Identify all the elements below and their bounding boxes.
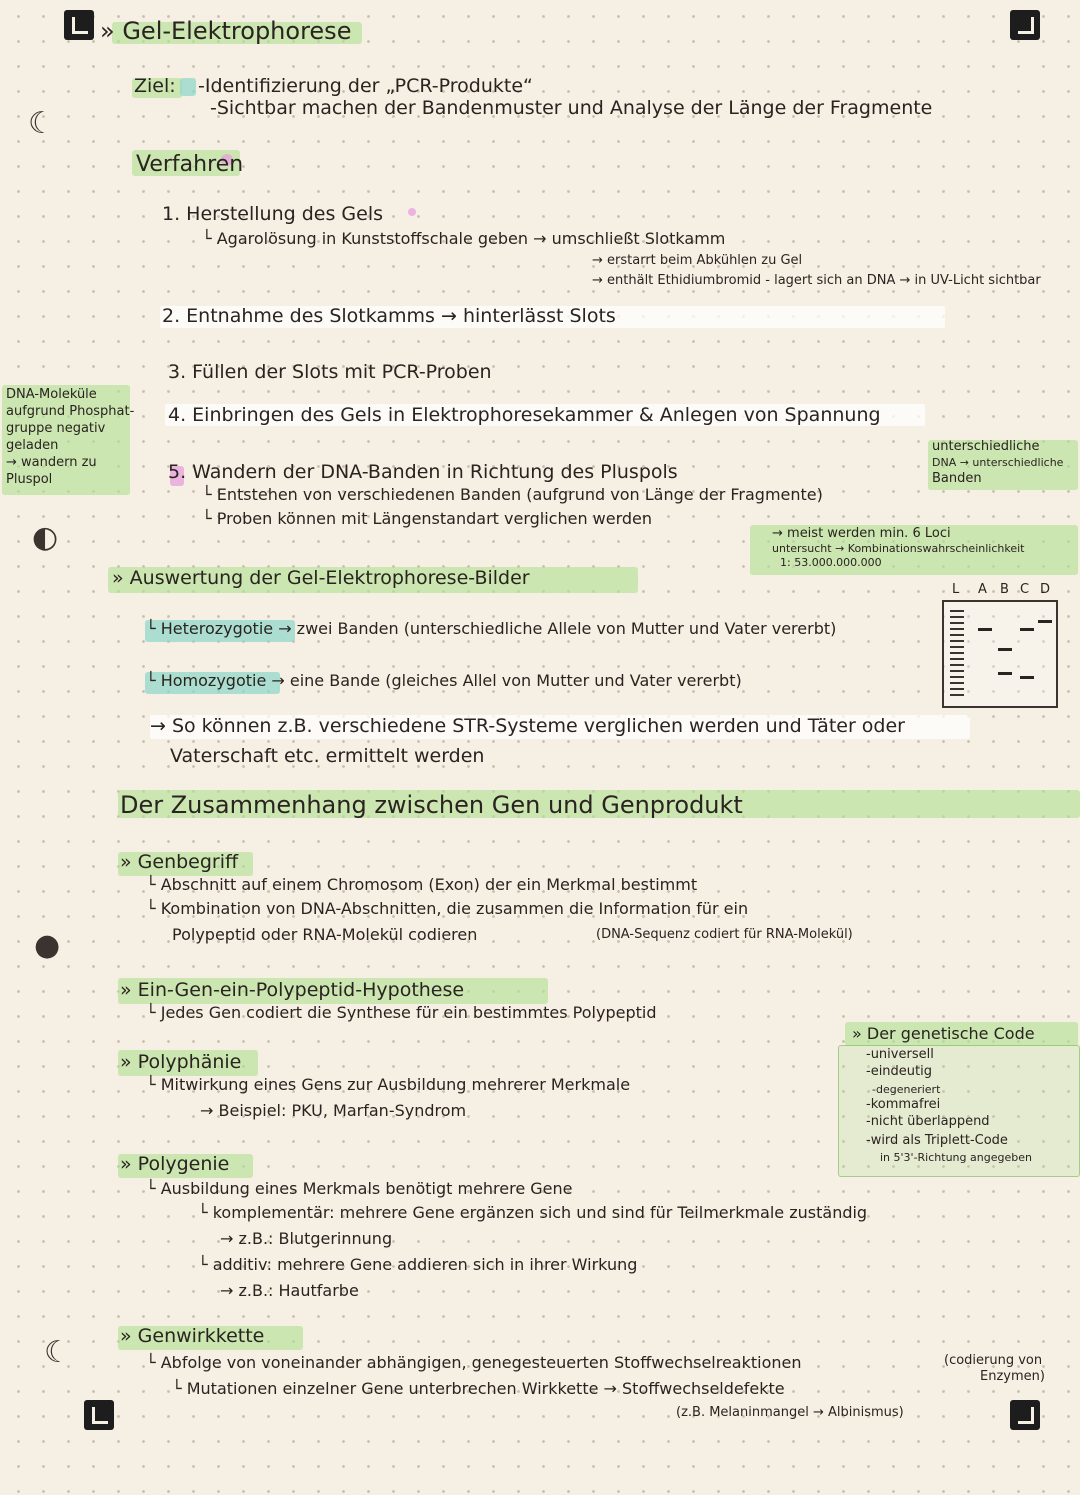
step-5-detail: └ Entstehen von verschiedenen Banden (aufgrund von Länge der Fragmente) [202, 485, 823, 504]
step-3: 3. Füllen der Slots mit PCR-Proben [168, 361, 492, 383]
section-heading: Der Zusammenhang zwischen Gen und Genprodukt [120, 791, 743, 819]
step-1-detail: └ Agarolösung in Kunststoffschale geben → umschließt Slotkamm [202, 229, 726, 248]
moon-phase-icon: ◐ [32, 520, 59, 555]
gel-lane-label: C [1020, 582, 1030, 597]
moon-phase-icon: ☾ [28, 106, 55, 141]
gel-lane-label: A [978, 582, 987, 597]
ziel-dot-highlight [180, 78, 196, 96]
polygenie-heading: » Polygenie [120, 1153, 230, 1175]
ziel-line2: -Sichtbar machen der Bandenmuster und Analyse der Länge der Fragmente [210, 97, 933, 119]
homozygotie-line: └ Homozygotie → eine Bande (gleiches Allel von Mutter und Vater vererbt) [146, 671, 742, 690]
gel-lane-label: D [1040, 582, 1051, 597]
step-2: 2. Entnahme des Slotkamms → hinterlässt Slots [162, 305, 616, 327]
polygenie-line: → z.B.: Blutgerinnung [220, 1229, 393, 1248]
corner-bookmark-icon [1010, 1400, 1040, 1430]
genwirkkette-line: └ Mutationen einzelner Gene unterbrechen Wirkkette → Stoffwechseldefekte [172, 1379, 785, 1398]
step-4: 4. Einbringen des Gels in Elektrophoresekammer & Anlegen von Spannung [168, 404, 881, 426]
moon-phase-icon: ☾ [44, 1335, 71, 1370]
gel-band [978, 628, 992, 631]
corner-bookmark-icon [84, 1400, 114, 1430]
gel-band [1020, 628, 1034, 631]
gel-band [998, 648, 1012, 651]
genbegriff-line: Polypeptid oder RNA-Molekül codieren [172, 925, 478, 944]
heterozygotie-line: └ Heterozygotie → zwei Banden (unterschiedliche Allele von Mutter und Vater vererbt) [146, 619, 837, 638]
auswertung-heading: » Auswertung der Gel-Elektrophorese-Bilder [112, 567, 530, 589]
corner-bookmark-icon [64, 10, 94, 40]
step-1-detail: → erstarrt beim Abkühlen zu Gel [592, 253, 803, 268]
step-1: 1. Herstellung des Gels [162, 203, 384, 225]
genwirkkette-line: └ Abfolge von voneinander abhängigen, genegesteuerten Stoffwechselreaktionen [146, 1353, 802, 1372]
gel-length-standard [950, 610, 964, 698]
polygenie-line: └ additiv: mehrere Gene addieren sich in ihrer Wirkung [198, 1255, 638, 1274]
page-title: » Gel-Elektrophorese [100, 17, 352, 45]
gel-band [1020, 676, 1034, 679]
gel-lane-label: B [1000, 582, 1009, 597]
genetic-code-heading: » Der genetische Code [852, 1024, 1035, 1043]
gel-lane-label: L [952, 582, 960, 597]
verfahren-heading: Verfahren [136, 152, 244, 177]
polygenie-line: → z.B.: Hautfarbe [220, 1281, 359, 1300]
ein-gen-line: └ Jedes Gen codiert die Synthese für ein bestimmtes Polypeptid [146, 1003, 657, 1022]
arrow-icon: » [100, 17, 115, 45]
genwirkkette-line: (z.B. Melaninmangel → Albinismus) [676, 1405, 904, 1420]
corner-bookmark-icon [1010, 10, 1040, 40]
gel-band [998, 672, 1012, 675]
conclusion-line: → So können z.B. verschiedene STR-Systeme verglichen werden und Täter oder [150, 715, 905, 737]
genwirkkette-note: (codierung von [944, 1353, 1043, 1368]
genwirkkette-note: Enzymen) [980, 1369, 1045, 1384]
conclusion-line: Vaterschaft etc. ermittelt werden [170, 745, 485, 767]
ziel-label: Ziel: [134, 75, 176, 97]
ziel-line1: -Identifizierung der „PCR-Produkte“ [198, 75, 533, 97]
gel-band [1038, 620, 1052, 623]
moon-phase-icon: ● [34, 928, 61, 963]
dot-marker [408, 208, 416, 216]
polygenie-line: └ komplementär: mehrere Gene ergänzen sich und sind für Teilmerkmale zuständig [198, 1203, 868, 1222]
genbegriff-heading: » Genbegriff [120, 851, 239, 873]
gel-sketch [942, 582, 1058, 708]
polyphanie-line: └ Mitwirkung eines Gens zur Ausbildung mehrerer Merkmale [146, 1075, 631, 1094]
genwirkkette-heading: » Genwirkkette [120, 1325, 265, 1347]
polyphanie-line: → Beispiel: PKU, Marfan-Syndrom [200, 1101, 467, 1120]
genbegriff-line: └ Abschnitt auf einem Chromosom (Exon) der ein Merkmal bestimmt [146, 875, 698, 894]
step-1-detail: → enthält Ethidiumbromid - lagert sich an DNA → in UV-Licht sichtbar [592, 273, 1041, 288]
polyphanie-heading: » Polyphänie [120, 1051, 242, 1073]
genbegriff-note: (DNA-Sequenz codiert für RNA-Molekül) [596, 927, 853, 942]
step-5-detail: └ Proben können mit Längenstandart verglichen werden [202, 509, 653, 528]
step-5: 5. Wandern der DNA-Banden in Richtung des Pluspols [168, 461, 678, 483]
ein-gen-heading: » Ein-Gen-ein-Polypeptid-Hypothese [120, 979, 465, 1001]
polygenie-line: └ Ausbildung eines Merkmals benötigt mehrere Gene [146, 1179, 573, 1198]
genbegriff-line: └ Kombination von DNA-Abschnitten, die zusammen die Information für ein [146, 899, 749, 918]
